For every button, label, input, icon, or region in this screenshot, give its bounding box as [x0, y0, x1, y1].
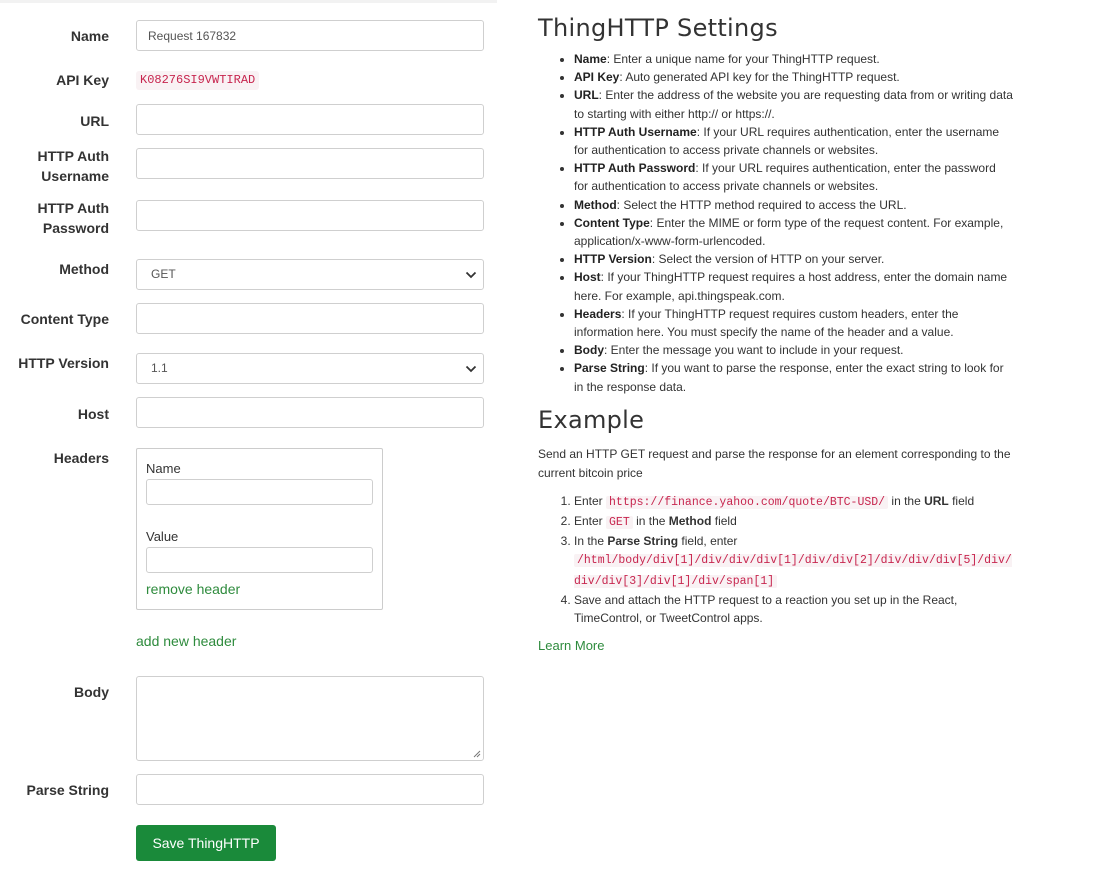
step-item	[574, 512, 1013, 532]
http-version-label: HTTP Version	[18, 355, 109, 371]
list-item	[574, 250, 1013, 268]
list-item	[574, 123, 1013, 159]
step-text: Enter	[574, 514, 607, 529]
http-auth-password-label-line1: HTTP Auth	[37, 200, 109, 216]
list-item	[574, 359, 1013, 395]
item-term: Body	[574, 343, 604, 358]
parse-string-input[interactable]	[136, 774, 484, 805]
learn-more-link[interactable]: Learn More	[538, 638, 605, 654]
item-desc: : Select the version of HTTP on your server.	[651, 252, 885, 267]
item-desc: : Enter a unique name for your ThingHTTP request.	[606, 52, 880, 66]
item-term: API Key	[574, 70, 620, 85]
item-term: Host	[574, 270, 601, 285]
step-text: field, enter	[678, 534, 738, 549]
step-text: in the	[632, 514, 669, 529]
step-text: field	[948, 493, 975, 508]
step-code: /html/body/div[1]/div/div/div[1]/div/div[2]/div/div/div[5]/div/div/div[3]/div[1]/div/span[1]	[574, 554, 1012, 588]
step-text: In the	[574, 534, 608, 549]
host-label: Host	[77, 406, 109, 422]
url-label: URL	[80, 113, 109, 129]
item-desc: : If your ThingHTTP request requires custom headers, enter the information here. You must specify the name of the header and a value.	[574, 306, 959, 340]
url-input[interactable]	[136, 104, 484, 135]
step-item	[574, 532, 1013, 591]
body-label: Body	[74, 684, 109, 700]
item-desc: : If your URL requires authentication, enter the password for authentication to access private channels or websites.	[574, 161, 996, 194]
content-type-input[interactable]	[136, 303, 484, 334]
item-desc: : If you want to parse the response, enter the exact string to look for in the response data.	[574, 361, 1004, 394]
http-auth-password-input[interactable]	[136, 200, 484, 231]
http-auth-username-label	[0, 146, 109, 186]
item-desc: : Enter the address of the website you are requesting data from or writing data to starting with either http:// or https://.	[574, 88, 1013, 121]
step-text: Save and attach the HTTP request to a reaction you set up in the React, TimeControl, or TweetControl apps.	[574, 592, 958, 626]
resize-grip-icon[interactable]	[472, 749, 481, 758]
settings-title: ThingHTTP Settings	[538, 14, 778, 42]
remove-header-link[interactable]: remove header	[146, 581, 241, 597]
item-term: Content Type	[574, 215, 650, 230]
add-new-header-link[interactable]: add new header	[136, 633, 237, 649]
list-item	[574, 68, 1013, 86]
method-label: Method	[59, 261, 109, 277]
example-title: Example	[538, 405, 645, 434]
item-desc: : If your ThingHTTP request requires a host address, enter the domain name here. For example, api.thingspeak.com.	[574, 270, 1008, 303]
save-thinghttp-button[interactable]: Save ThingHTTP	[136, 825, 276, 861]
step-text: in the	[888, 493, 925, 508]
header-value-input[interactable]	[146, 547, 373, 573]
step-text: Enter	[574, 493, 607, 508]
method-select-value: GET	[151, 267, 176, 281]
step-text: field	[711, 514, 737, 529]
item-desc: : Enter the MIME or form type of the request content. For example, application/x-www-form-urlencoded.	[574, 215, 1004, 249]
list-item	[574, 50, 1013, 68]
step-code: https://finance.yahoo.com/quote/BTC-USD/	[606, 496, 888, 509]
item-term: Headers	[574, 306, 622, 321]
api-key-label: API Key	[56, 72, 109, 88]
http-version-select[interactable]	[136, 353, 484, 384]
http-auth-username-input[interactable]	[136, 148, 484, 179]
http-auth-password-label	[0, 198, 109, 238]
list-item	[574, 341, 1013, 359]
chevron-down-icon	[465, 270, 477, 280]
item-term: Name	[574, 52, 607, 66]
headers-label: Headers	[53, 450, 109, 466]
item-term: URL	[574, 88, 599, 103]
item-term: HTTP Version	[574, 252, 652, 267]
http-auth-username-label-line2: Username	[41, 168, 109, 184]
help-panel	[538, 14, 1013, 653]
step-bold: Method	[668, 514, 712, 529]
list-item	[574, 86, 1013, 122]
header-value-label: Value	[146, 529, 179, 544]
item-term: Method	[574, 197, 617, 212]
content-type-label: Content Type	[20, 311, 109, 327]
step-code: GET	[606, 516, 633, 529]
item-desc: : Select the HTTP method required to access the URL.	[616, 197, 907, 212]
item-desc: : Enter the message you want to include in your request.	[604, 343, 904, 358]
step-bold: URL	[924, 493, 949, 508]
item-term: HTTP Auth Username	[574, 124, 697, 139]
header-name-input[interactable]	[146, 479, 373, 505]
parse-string-label: Parse String	[26, 782, 109, 798]
step-item	[574, 591, 1013, 627]
item-term: Parse String	[574, 361, 645, 376]
example-steps	[538, 492, 1013, 627]
method-select[interactable]	[136, 259, 484, 290]
http-auth-password-label-line2: Password	[42, 220, 109, 236]
item-desc: : Auto generated API key for the ThingHTTP request.	[619, 70, 900, 85]
header-entry	[136, 448, 383, 610]
name-input[interactable]	[136, 20, 484, 51]
top-divider	[0, 0, 497, 3]
chevron-down-icon	[465, 364, 477, 374]
header-name-label: Name	[146, 461, 181, 476]
list-item	[574, 196, 1013, 214]
item-desc: : If your URL requires authentication, enter the username for authentication to access private channels or websites.	[574, 124, 1000, 158]
http-version-select-value: 1.1	[151, 361, 168, 375]
http-auth-username-label-line1: HTTP Auth	[37, 148, 109, 164]
step-item	[574, 492, 1013, 512]
step-bold: Parse String	[607, 534, 679, 549]
item-term: HTTP Auth Password	[574, 161, 696, 176]
list-item	[574, 214, 1013, 250]
list-item	[574, 268, 1013, 304]
host-input[interactable]	[136, 397, 484, 428]
name-label: Name	[70, 28, 109, 44]
list-item	[574, 305, 1013, 341]
example-intro: Send an HTTP GET request and parse the response for an element corresponding to the current bitcoin price	[538, 446, 1011, 480]
settings-list	[538, 50, 1013, 396]
api-key-value: K08276SI9VWTIRAD	[136, 71, 259, 90]
body-textarea[interactable]	[136, 676, 484, 761]
list-item	[574, 159, 1013, 195]
